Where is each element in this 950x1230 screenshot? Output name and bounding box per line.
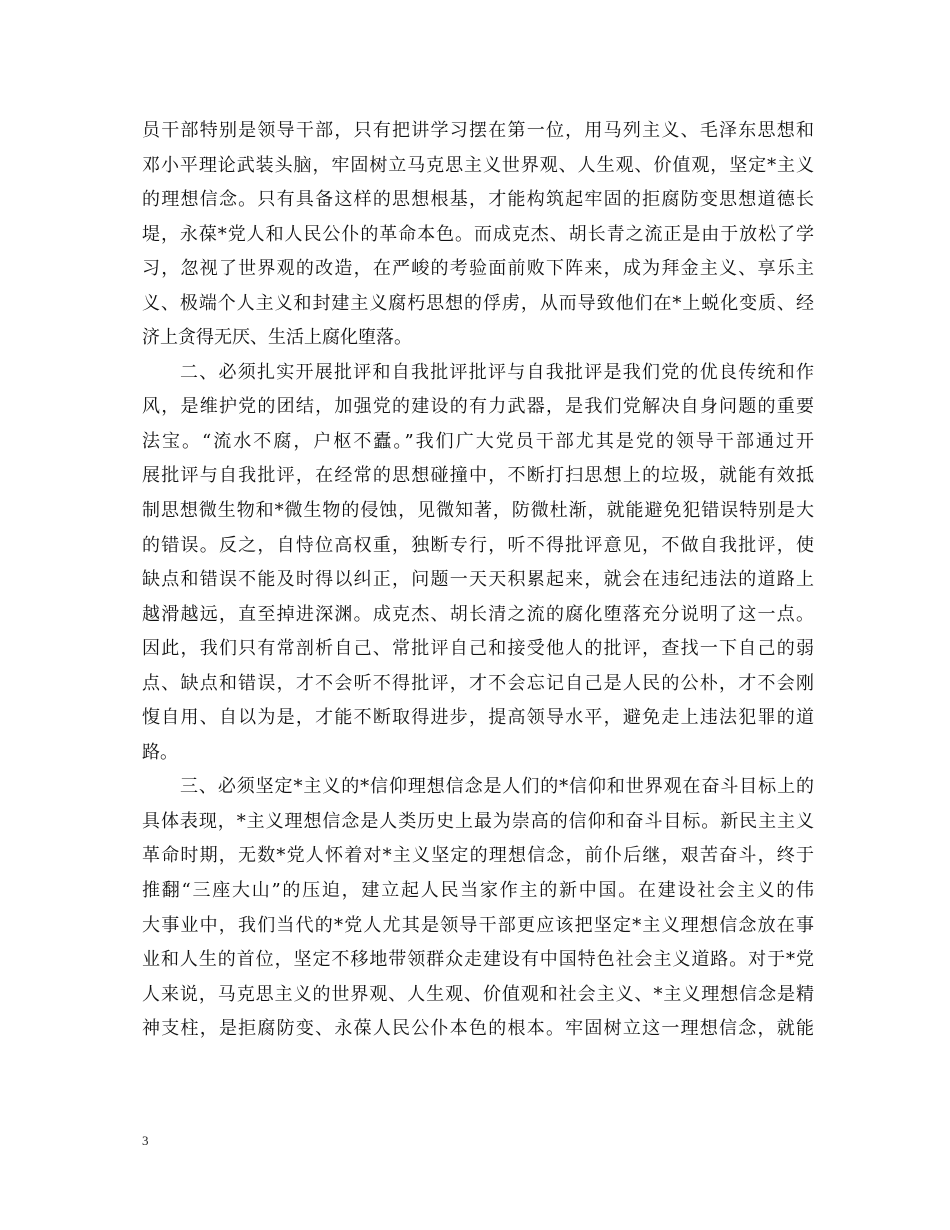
text-line: 越滑越远，直至掉进深渊。成克杰、胡长清之流的腐化堕落充分说明了这一点。 bbox=[142, 603, 814, 625]
text-line: 堤，永葆*党人和人民公仆的革命本色。而成克杰、胡长青之流正是由于放松了学 bbox=[142, 223, 814, 245]
text-line: 具体表现，*主义理想信念是人类历史上最为崇高的信仰和奋斗目标。新民主主义 bbox=[142, 810, 814, 832]
text-line: 习，忽视了世界观的改造，在严峻的考验面前败下阵来，成为拜金主义、享乐主 bbox=[142, 258, 814, 280]
text-line: 革命时期，无数*党人怀着对*主义坚定的理想信念，前仆后继，艰苦奋斗，终于 bbox=[142, 845, 814, 867]
text-line: 推翻“三座大山”的压迫，建立起人民当家作主的新中国。在建设社会主义的伟 bbox=[142, 880, 814, 902]
text-line: 济上贪得无厌、生活上腐化堕落。 bbox=[142, 327, 412, 349]
text-line: 业和人生的首位，坚定不移地带领群众走建设有中国特色社会主义道路。对于*党 bbox=[142, 949, 814, 971]
text-line: 神支柱，是拒腐防变、永葆人民公仆本色的根本。牢固树立这一理想信念，就能 bbox=[142, 1018, 814, 1040]
body-text bbox=[142, 114, 814, 1047]
text-line: 路。 bbox=[142, 741, 178, 763]
text-line: 法宝。“流水不腐，户枢不蠹。”我们广大党员干部尤其是党的领导干部通过开 bbox=[142, 430, 814, 452]
text-line: 因此，我们只有常剖析自己、常批评自己和接受他人的批评，查找一下自己的弱 bbox=[142, 638, 814, 660]
text-line: 点、缺点和错误，才不会听不得批评，才不会忘记自己是人民的公朴，才不会刚 bbox=[142, 672, 814, 694]
text-line: 义、极端个人主义和封建主义腐朽思想的俘虏，从而导致他们在*上蜕化变质、经 bbox=[142, 292, 814, 314]
text-line: 制思想微生物和*微生物的侵蚀，见微知著，防微杜渐，就能避免犯错误特别是大 bbox=[142, 500, 814, 522]
paragraph-start-line: 三、必须坚定*主义的*信仰理想信念是人们的*信仰和世界观在奋斗目标上的 bbox=[180, 776, 814, 798]
paragraph-start-line: 二、必须扎实开展批评和自我批评批评与自我批评是我们党的优良传统和作 bbox=[180, 361, 814, 383]
text-line: 邓小平理论武装头脑，牢固树立马克思主义世界观、人生观、价值观，坚定*主义 bbox=[142, 154, 814, 176]
text-line: 愎自用、自以为是，才能不断取得进步，提高领导水平，避免走上违法犯罪的道 bbox=[142, 707, 814, 729]
text-line: 大事业中，我们当代的*党人尤其是领导干部更应该把坚定*主义理想信念放在事 bbox=[142, 914, 814, 936]
text-line: 的错误。反之，自恃位高权重，独断专行，听不得批评意见，不做自我批评，使 bbox=[142, 534, 814, 556]
page-number: 3 bbox=[142, 1133, 149, 1148]
text-line: 的理想信念。只有具备这样的思想根基，才能构筑起牢固的拒腐防变思想道德长 bbox=[142, 189, 814, 211]
text-line: 展批评与自我批评，在经常的思想碰撞中，不断打扫思想上的垃圾，就能有效抵 bbox=[142, 465, 814, 487]
text-line: 人来说，马克思主义的世界观、人生观、价值观和社会主义、*主义理想信念是精 bbox=[142, 983, 814, 1005]
text-line: 员干部特别是领导干部，只有把讲学习摆在第一位，用马列主义、毛泽东思想和 bbox=[142, 120, 814, 141]
text-line: 风，是维护党的团结，加强党的建设的有力武器，是我们党解决自身问题的重要 bbox=[142, 396, 814, 418]
text-line: 缺点和错误不能及时得以纠正，问题一天天积累起来，就会在违纪违法的道路上 bbox=[142, 569, 814, 591]
